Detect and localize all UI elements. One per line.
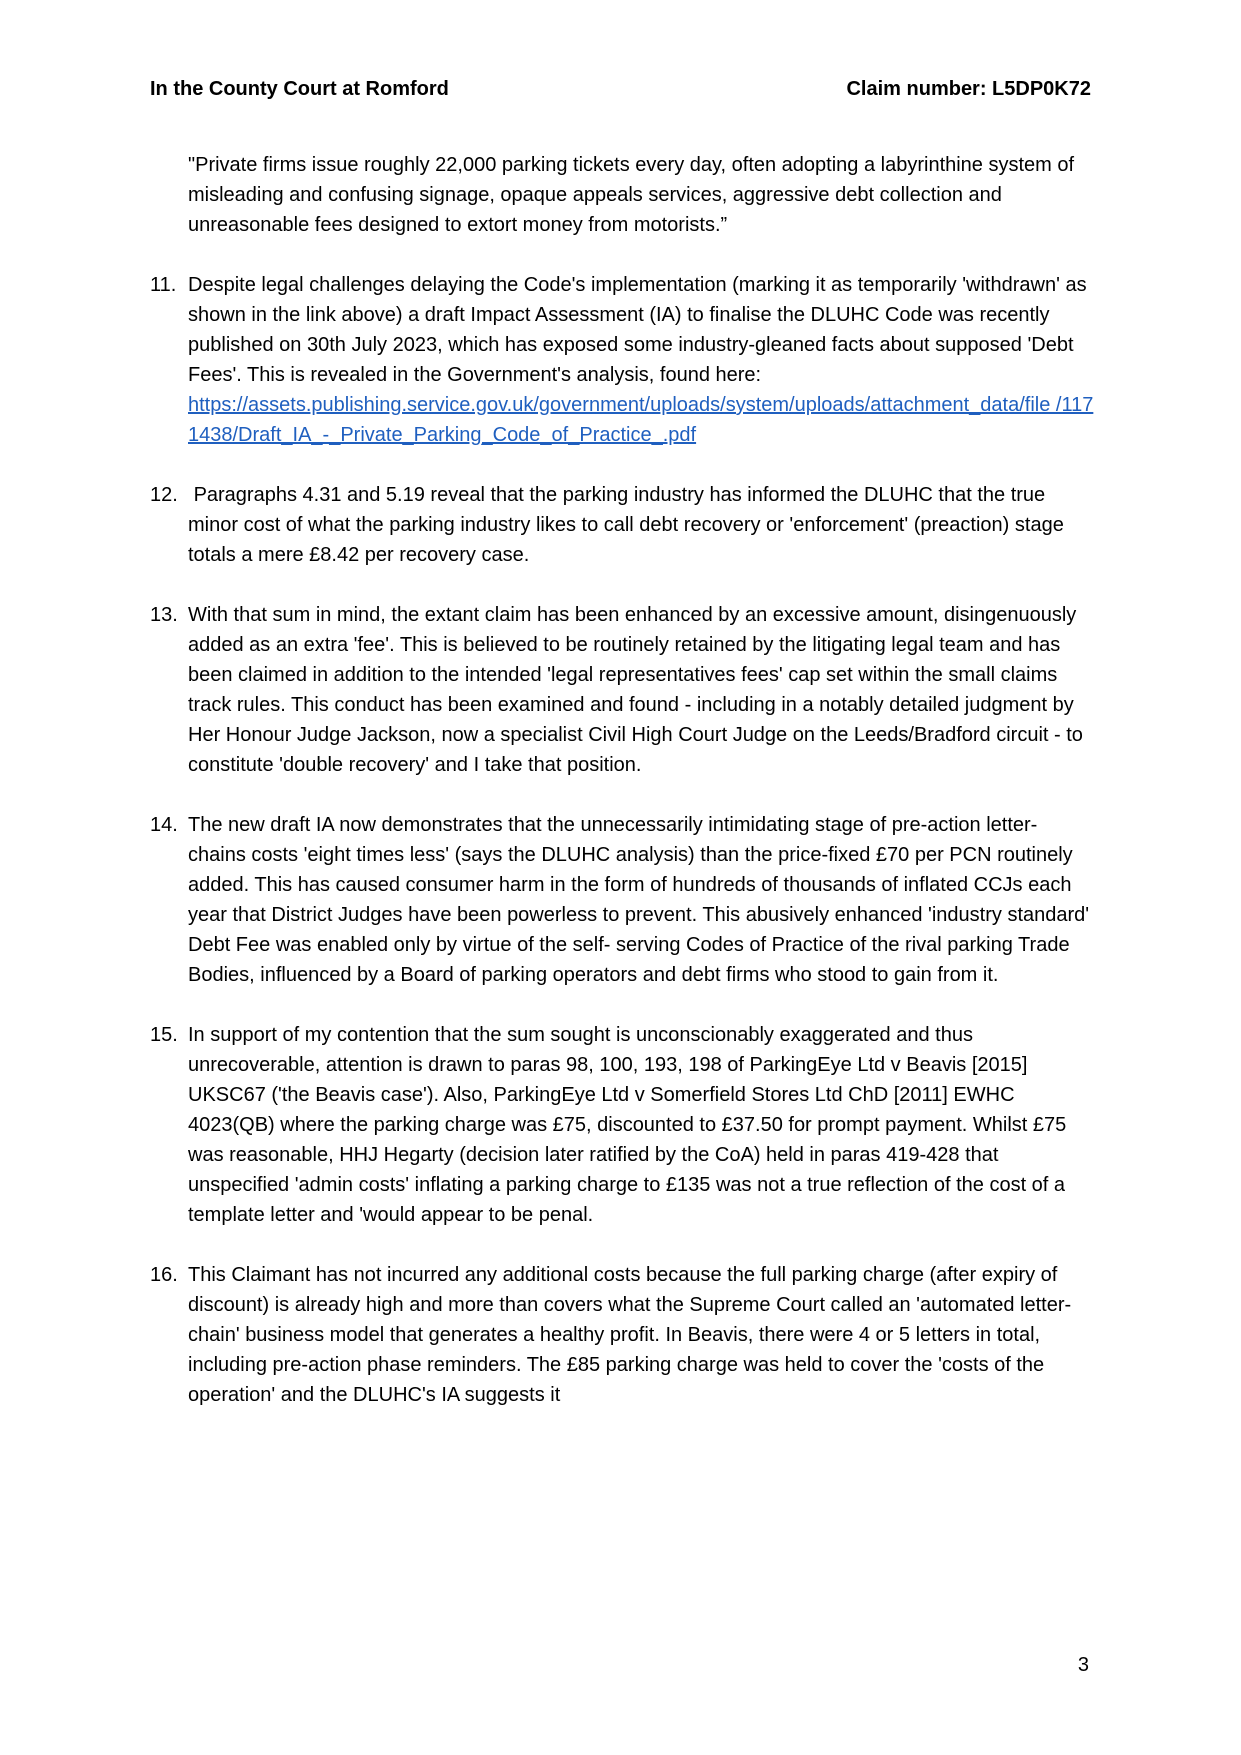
- paragraph-text: The new draft IA now demonstrates that the unnecessarily intimidating stage of pre-action letter-chains costs 'eight times less' (says the DLUHC analysis) than the price-fixed £70 per PCN routinely added. This has caused consumer harm in the form of hundreds of thousands of inflated CCJs each year that District Judges have been powerless to prevent. This abusively enhanced 'industry standard' Debt Fee was enabled only by virtue of the self- serving Codes of Practice of the rival parking Trade Bodies, influenced by a Board of parking operators and debt firms who stood to gain from it.: [188, 814, 1090, 986]
- paragraph-number: 15.: [150, 1024, 178, 1046]
- paragraph-text-container: [188, 270, 1095, 450]
- paragraph-text: With that sum in mind, the extant claim has been enhanced by an excessive amount, disingenuously added as an extra 'fee'. This is believed to be routinely retained by the litigating legal team and has been claimed in addition to the intended 'legal representatives fees' cap set within the small claims track rules. This conduct has been examined and found - including in a notably detailed judgment by Her Honour Judge Jackson, now a specialist Civil High Court Judge on the Leeds/Bradford circuit - to constitute 'double recovery' and I take that position.: [188, 604, 1083, 776]
- document-body: [150, 150, 1095, 1440]
- paragraph-number: 14.: [150, 814, 178, 836]
- claim-number: Claim number: L5DP0K72: [846, 78, 1091, 100]
- paragraph-number: 16.: [150, 1264, 178, 1286]
- paragraph-number: 13.: [150, 604, 178, 626]
- paragraph-number: 12.: [150, 484, 178, 506]
- paragraph-text: Despite legal challenges delaying the Code's implementation (marking it as temporarily 'withdrawn' as shown in the link above) a draft Impact Assessment (IA) to finalise the DLUHC Code was recently published on 30th July 2023, which has exposed some industry-gleaned facts about supposed 'Debt Fees'. This is revealed in the Government's analysis, found here:: [188, 274, 1087, 386]
- paragraph-14: [150, 810, 1095, 990]
- court-name: In the County Court at Romford: [150, 78, 449, 100]
- paragraph-text: Paragraphs 4.31 and 5.19 reveal that the parking industry has informed the DLUHC that the true minor cost of what the parking industry likes to call debt recovery or 'enforcement' (preaction) stage totals a mere £8.42 per recovery case.: [188, 484, 1070, 566]
- paragraph-text: This Claimant has not incurred any additional costs because the full parking charge (after expiry of discount) is already high and more than covers what the Supreme Court called an 'automated letter-chain' business model that generates a healthy profit. In Beavis, there were 4 or 5 letters in total, including pre-action phase reminders. The £85 parking charge was held to cover the 'costs of the operation' and the DLUHC's IA suggests it: [188, 1264, 1072, 1406]
- paragraph-15: [150, 1020, 1095, 1230]
- paragraph-16: [150, 1260, 1095, 1410]
- paragraph-text: In support of my contention that the sum sought is unconscionably exaggerated and thus unrecoverable, attention is drawn to paras 98, 100, 193, 198 of ParkingEye Ltd v Beavis [2015] UKSC67 ('the Beavis case'). Also, ParkingEye Ltd v Somerfield Stores Ltd ChD [2011] EWHC 4023(QB) where the parking charge was £75, discounted to £37.50 for prompt payment. Whilst £75 was reasonable, HHJ Hegarty (decision later ratified by the CoA) held in paras 419-428 that unspecified 'admin costs' inflating a parking charge to £135 was not a true reflection of the cost of a template letter and 'would appear to be penal.: [188, 1024, 1067, 1226]
- paragraph-11: [150, 270, 1095, 450]
- paragraph-number: 11.: [150, 274, 177, 296]
- page-number: 3: [1077, 1654, 1089, 1676]
- paragraph-12: [150, 480, 1095, 570]
- paragraph-13: [150, 600, 1095, 780]
- impact-assessment-link[interactable]: https://assets.publishing.service.gov.uk/government/uploads/system/uploads/attachment_data/file /1171438/Draft_IA_-_Private_Parking_Code_of_Practice_.pdf: [188, 394, 1094, 446]
- quoted-passage: "Private firms issue roughly 22,000 parking tickets every day, often adopting a labyrinthine system of misleading and confusing signage, opaque appeals services, aggressive debt collection and unreasonable fees designed to extort money from motorists.”: [188, 154, 1075, 236]
